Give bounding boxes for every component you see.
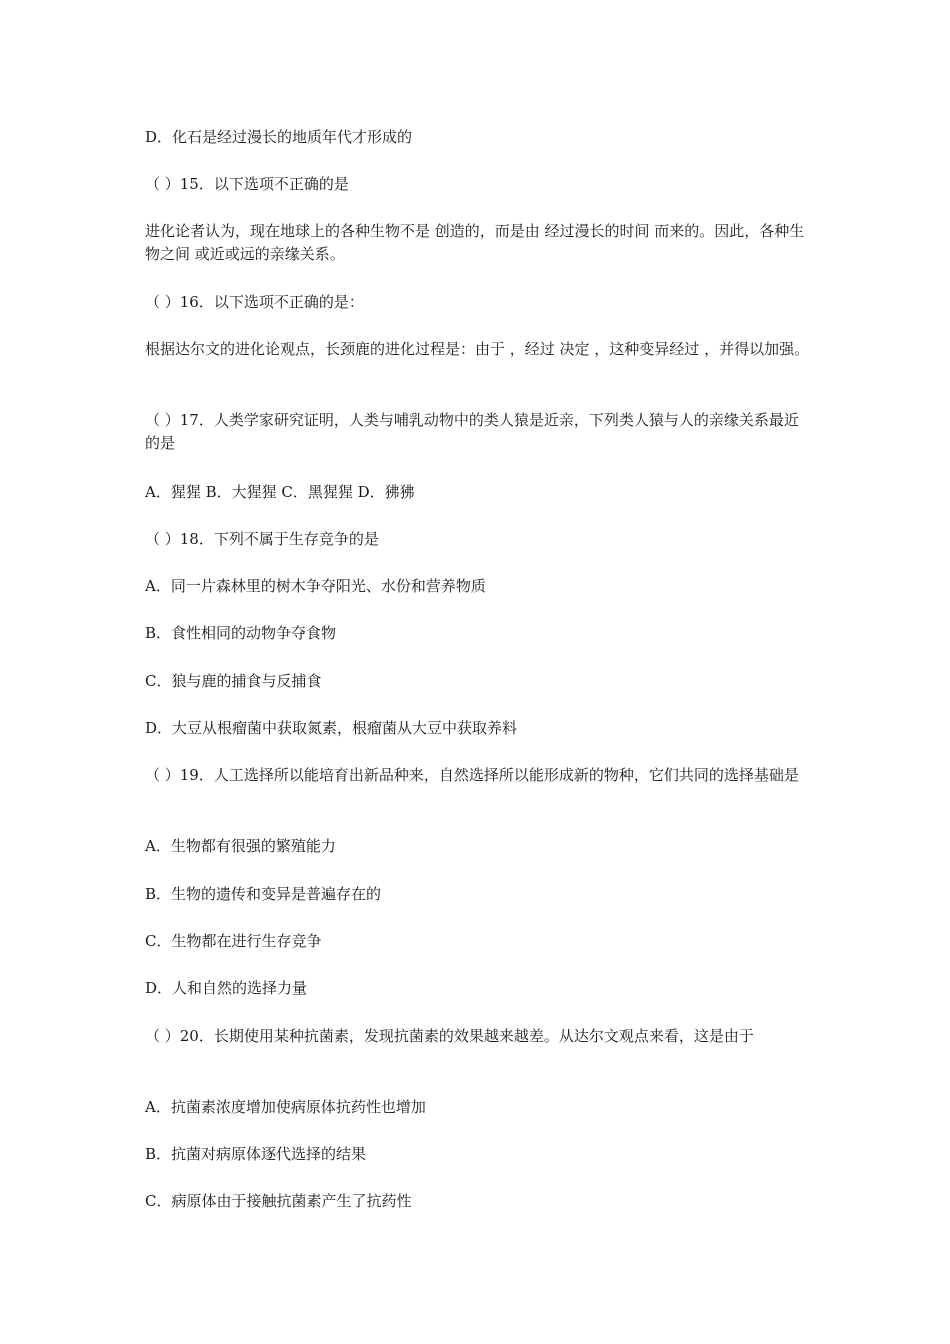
question-20-option-a: A．抗菌素浓度增加使病原体抗药性也增加 — [145, 1098, 426, 1116]
question-15: （ ）15．以下选项不正确的是 — [145, 175, 349, 193]
question-16: （ ）16．以下选项不正确的是： — [145, 293, 364, 311]
question-19-option-d: D．人和自然的选择力量 — [145, 979, 308, 997]
question-17: （ ）17．人类学家研究证明，人类与哺乳动物中的类人猿是近亲，下列类人猿与人的亲缘关系最近的是 — [145, 411, 799, 452]
question-18-option-b: B．食性相同的动物争夺食物 — [145, 624, 337, 642]
question-18-option-d: D．大豆从根瘤菌中获取氮素，根瘤菌从大豆中获取养料 — [145, 719, 518, 737]
question-20: （ ）20．长期使用某种抗菌素，发现抗菌素的效果越来越差。从达尔文观点来看，这是由于 — [145, 1027, 754, 1045]
option-d-fossil: D．化石是经过漫长的地质年代才形成的 — [145, 128, 413, 146]
question-19-option-a: A．生物都有很强的繁殖能力 — [145, 837, 336, 855]
giraffe-statement: 根据达尔文的进化论观点，长颈鹿的进化过程是：由于 ，经过 决定 ，这种变异经过 ，并得以加强。 — [145, 340, 810, 358]
evolution-statement: 进化论者认为，现在地球上的各种生物不是 创造的，而是由 经过漫长的时间 而来的。因此，各种生物之间 或近或远的亲缘关系。 — [145, 222, 805, 263]
question-18-option-c: C．狼与鹿的捕食与反捕食 — [145, 672, 322, 690]
question-19-option-b: B．生物的遗传和变异是普遍存在的 — [145, 885, 382, 903]
question-17-options: A．猩猩 B．大猩猩 C．黑猩猩 D．狒狒 — [145, 483, 415, 501]
question-20-option-b: B．抗菌对病原体逐代选择的结果 — [145, 1145, 367, 1163]
question-19: （ ）19．人工选择所以能培育出新品种来，自然选择所以能形成新的物种，它们共同的选择基础是 — [145, 766, 799, 784]
question-18: （ ）18．下列不属于生存竞争的是 — [145, 530, 379, 548]
question-20-option-c: C．病原体由于接触抗菌素产生了抗药性 — [145, 1192, 412, 1210]
question-18-option-a: A．同一片森林里的树木争夺阳光、水份和营养物质 — [145, 577, 486, 595]
question-19-option-c: C．生物都在进行生存竞争 — [145, 932, 322, 950]
